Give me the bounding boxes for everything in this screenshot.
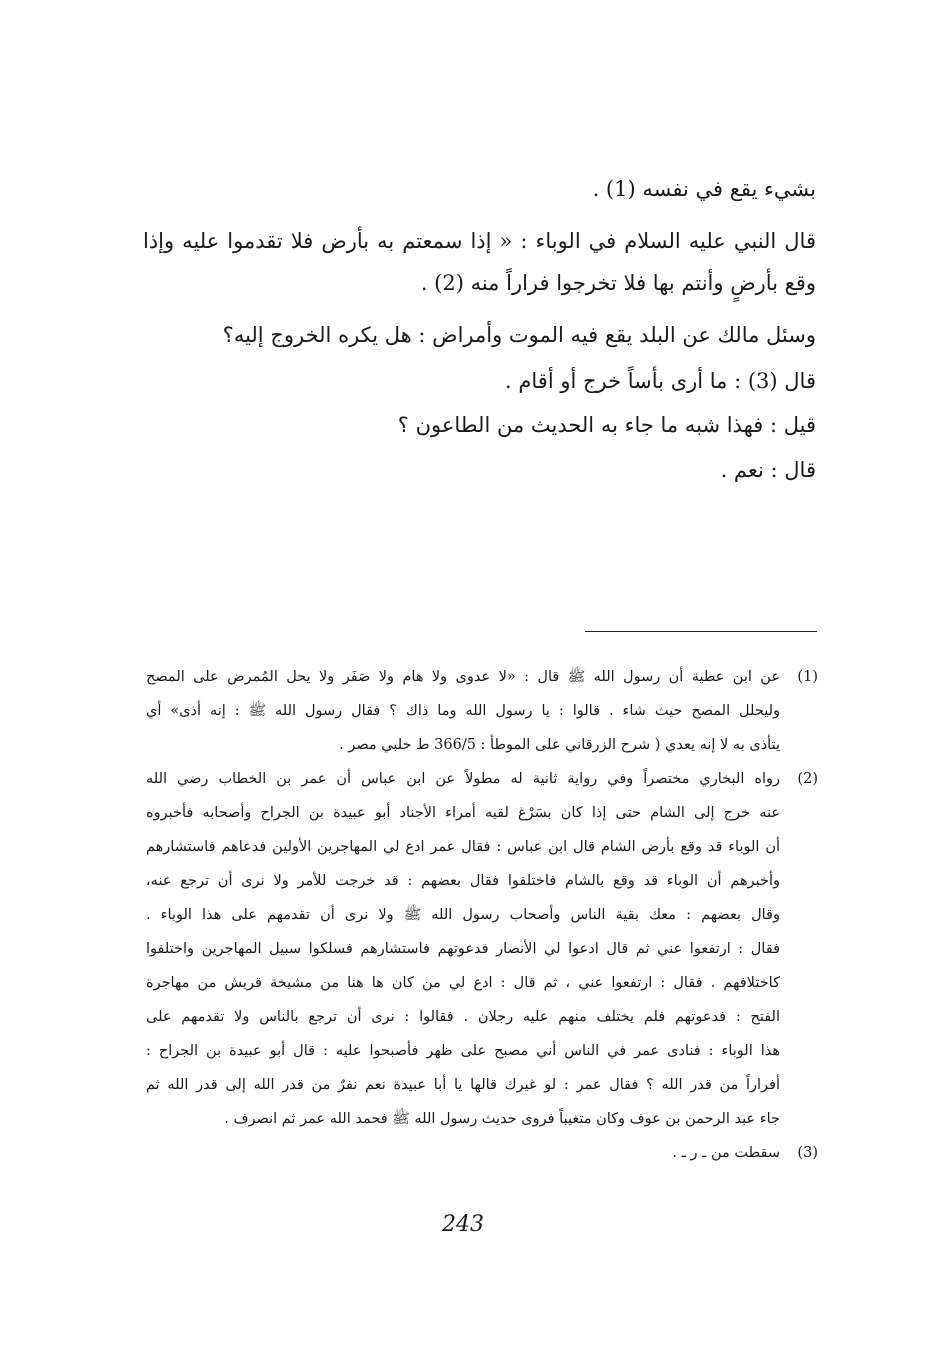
- main-line-5: قال (3) : ما أرى بأساً خرج أو أقام .: [505, 369, 816, 393]
- footnote-3-line-1: سقطت من ـ ر ـ .: [672, 1145, 780, 1161]
- footnote-2-line-6: فقال : ارتفعوا عني ثم قال ادعوا لي الأنصار فدعوتهم فاستشارهم فسلكوا سبيل المهاجرين واختلفوا: [146, 941, 780, 957]
- footnote-1-line-1: عن ابن عطية أن رسول الله ﷺ قال : «لا عدوى ولا هام ولا صَفَر ولا يحل المُمرض على المصح: [146, 669, 780, 685]
- footnote-2-line-3: أن الوباء قد وقع بأرض الشام قال ابن عباس : فقال عمر ادع لي المهاجرين الأولين فدعاهم فاستشارهم: [146, 839, 780, 855]
- page-number: 243: [442, 1212, 484, 1237]
- footnote-1-number: (1): [797, 669, 818, 685]
- footnote-2-number: (2): [797, 771, 818, 787]
- main-line-7: قال : نعم .: [720, 458, 816, 482]
- footnote-2-line-7: كاختلافهم . فقال : ارتفعوا عني ، ثم قال : ادع لي من كان ها هنا من مشيخة قريش من مهاجرة: [146, 975, 780, 991]
- main-line-2: قال النبي عليه السلام في الوباء : « إذا سمعتم به بأرض فلا تقدموا عليه وإذا: [143, 229, 816, 253]
- footnote-1-line-2: وليحلل المصح حيث شاء . قالوا : يا رسول الله وما ذاك ؟ فقال رسول الله ﷺ : إنه أذى» أي: [146, 703, 780, 719]
- footnote-2-line-10: أفراراً من قدر الله ؟ فقال عمر : لو غيرك قالها يا أبا عبيدة نعم نفرٌ من قدر الله إلى قدر الله ثم: [146, 1077, 780, 1093]
- footnote-2-line-8: الفتح : فدعوتهم فلم يختلف منهم عليه رجلان . فقالوا : نرى أن ترجع بالناس ولا تقدمهم على: [146, 1009, 780, 1025]
- main-line-6: قيل : فهذا شبه ما جاء به الحديث من الطاعون ؟: [397, 413, 816, 437]
- footnote-3-number: (3): [797, 1145, 818, 1161]
- main-line-4: وسئل مالك عن البلد يقع فيه الموت وأمراض : هل يكره الخروج إليه؟: [222, 323, 816, 347]
- footnote-2-line-5: وقال بعضهم : معك بقية الناس وأصحاب رسول الله ﷺ ولا نرى أن تقدمهم على هذا الوباء .: [146, 907, 780, 923]
- main-line-1: بشيء يقع في نفسه (1) .: [592, 177, 816, 201]
- footnote-2-line-4: وأخبرهم أن الوباء قد وقع بالشام فاختلفوا فقال بعضهم : قد خرجت للأمر ولا نرى أن ترجع عنه،: [146, 873, 780, 889]
- footnote-2-line-1: رواه البخاري مختصراً وفي رواية ثانية له مطولاً عن ابن عباس أن عمر بن الخطاب رضي الله: [146, 771, 780, 787]
- footnote-2-line-2: عنه خرج إلى الشام حتى إذا كان بسَرْغ لقيه أمراء الأجناد أبو عبيدة بن الجراح وأصحابه فأخبروه: [146, 805, 780, 821]
- footnote-2-line-11: جاء عبد الرحمن بن عوف وكان متغيباً فروى حديث رسول الله ﷺ فحمد الله عمر ثم انصرف .: [224, 1111, 780, 1127]
- footnote-1-line-3: يتأذى به لا إنه يعدي ( شرح الزرقاني على الموطأ : 366/5 ط حلبي مصر .: [339, 737, 780, 753]
- footnote-2-line-9: هذا الوباء : فنادى عمر في الناس أني مصبح على ظهر فأصبحوا عليه : قال أبو عبيدة بن الجراح :: [146, 1043, 780, 1059]
- footnote-separator: [585, 631, 817, 632]
- main-line-3: وقع بأرضٍ وأنتم بها فلا تخرجوا فراراً منه (2) .: [420, 271, 816, 295]
